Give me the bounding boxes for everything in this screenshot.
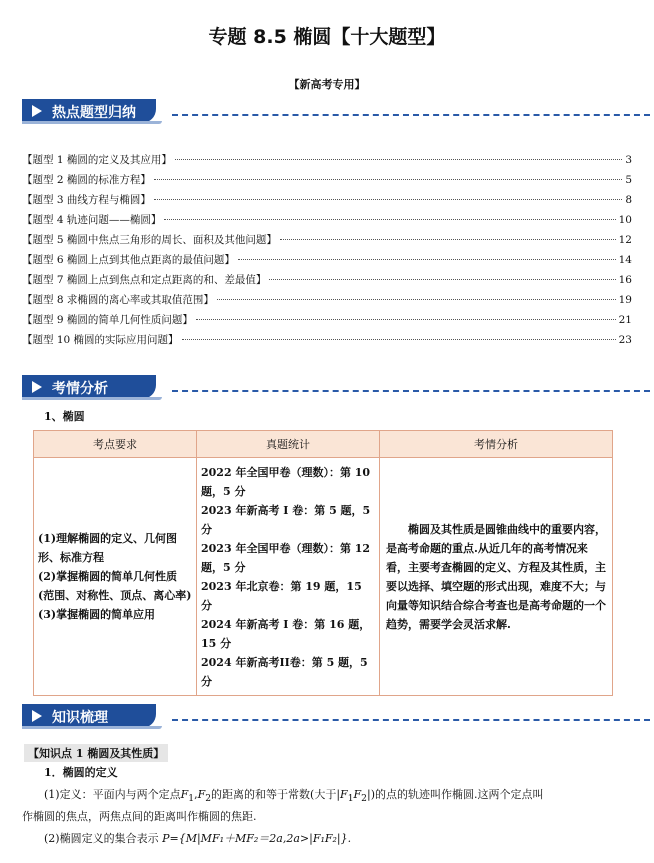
page-title: 专题 8.5 椭圆【十大题型】 — [208, 26, 446, 48]
toc-item[interactable]: 【题型 7 椭圆上点到焦点和定点距离的和、差最值】 16 — [22, 274, 632, 286]
banner-label: 知识梳理 — [52, 710, 108, 726]
table-header: 考情分析 — [380, 431, 613, 458]
requirements-cell: (1)理解椭圆的定义、几何图形、标准方程 (2)掌握椭圆的简单几何性质(范围、对称性、顶点、离心率) (3)掌握椭圆的简单应用 — [34, 458, 197, 696]
table-header: 真题统计 — [197, 431, 380, 458]
section-heading: 1、椭圆 — [44, 410, 85, 423]
toc-item[interactable]: 【题型 5 椭圆中焦点三角形的周长、面积及其他问题】 12 — [22, 234, 632, 246]
exam-analysis-table — [33, 430, 613, 696]
set-definition: (2)椭圆定义的集合表示 P={M|MF₁＋MF₂＝2a,2a>|F₁F₂|}. — [44, 832, 352, 845]
play-arrow-icon — [32, 381, 42, 393]
banner-label: 热点题型归纳 — [52, 105, 136, 121]
analysis-cell: 椭圆及其性质是圆锥曲线中的重要内容，是高考命题的重点.从近几年的高考情况来看，主要考查椭圆的定义、方程及其性质，主要以选择、填空题的形式出现，难度不大；与向量等知识结合综合考查也是高考命题的一个趋势，需要学会灵活求解. — [380, 458, 613, 696]
toc-item[interactable]: 【题型 9 椭圆的简单几何性质问题】 21 — [22, 314, 632, 326]
banner-label: 考情分析 — [52, 381, 108, 397]
toc-item[interactable]: 【题型 4 轨迹问题——椭圆】 10 — [22, 214, 632, 226]
table-of-contents — [22, 150, 632, 350]
definition-paragraph-cont: 作椭圆的焦点，两焦点间的距离叫作椭圆的焦距. — [22, 810, 257, 823]
knowledge-heading: 1．椭圆的定义 — [44, 766, 118, 779]
toc-item[interactable]: 【题型 1 椭圆的定义及其应用】 3 — [22, 154, 632, 166]
page-subtitle: 【新高考专用】 — [288, 78, 366, 91]
toc-item[interactable]: 【题型 2 椭圆的标准方程】 5 — [22, 174, 632, 186]
toc-item[interactable]: 【题型 3 曲线方程与椭圆】 8 — [22, 194, 632, 206]
toc-item[interactable]: 【题型 10 椭圆的实际应用问题】 23 — [22, 334, 632, 346]
table-header: 考点要求 — [34, 431, 197, 458]
knowledge-point-label: 【知识点 1 椭圆及其性质】 — [24, 744, 168, 762]
play-arrow-icon — [32, 710, 42, 722]
definition-paragraph: (1)定义：平面内与两个定点$F_1,F_2$的距离的和等于常数(大于$|F_1F_2|$)的点的轨迹叫作椭圆.这两个定点叫 — [44, 788, 544, 805]
play-arrow-icon — [32, 105, 42, 117]
toc-item[interactable]: 【题型 6 椭圆上点到其他点距离的最值问题】 14 — [22, 254, 632, 266]
toc-item[interactable]: 【题型 8 求椭圆的离心率或其取值范围】 19 — [22, 294, 632, 306]
stats-cell: 2022 年全国甲卷（理数）：第 10 题，5 分 2023 年新高考 I 卷：第 5 题，5 分 2023 年全国甲卷（理数）：第 12 题，5 分 2023 年北京卷：第 19 题，15 分 2024 年新高考 I 卷：第 16 题，15 分 2024 年新高考II卷：第 5 题，5 分 — [197, 458, 380, 696]
